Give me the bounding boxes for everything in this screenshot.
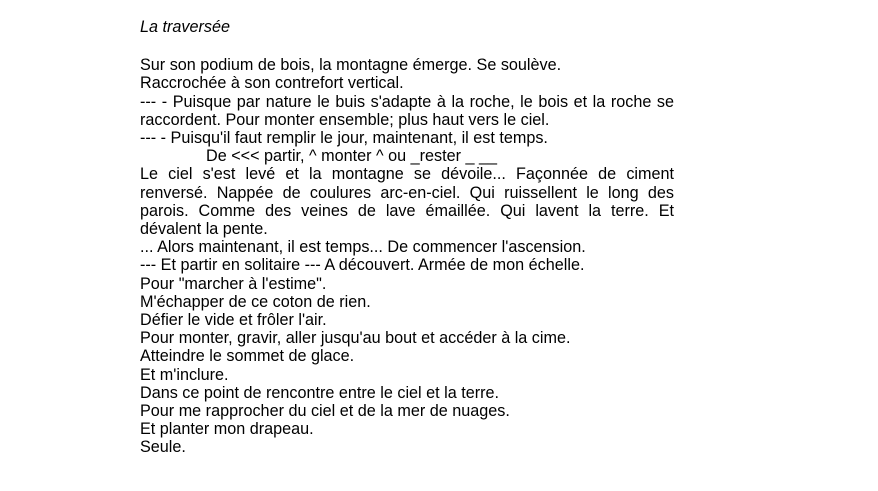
poem-line: Dans ce point de rencontre entre le ciel et la terre. bbox=[140, 383, 500, 402]
poem-line: Raccrochée à son contrefort vertical. bbox=[140, 74, 404, 93]
poem-line: Seule. bbox=[140, 438, 186, 457]
poem-line: Pour "marcher à l'estime". bbox=[140, 274, 327, 293]
poem-line: --- - Puisqu'il faut remplir le jour, maintenant, il est temps. bbox=[140, 129, 548, 147]
poem-paragraph: --- - Puisque par nature le buis s'adapte à la roche, le bois et la roche se raccordent. Pour monter ensemble; plus haut vers le ciel. bbox=[140, 92, 674, 129]
poem-line: Atteindre le sommet de glace. bbox=[140, 347, 355, 366]
poem-page bbox=[140, 18, 674, 457]
poem-line: Pour me rapprocher du ciel et de la mer de nuages. bbox=[140, 402, 510, 421]
poem-line: ... Alors maintenant, il est temps... De commencer l'ascension. bbox=[140, 238, 586, 257]
poem-line: Et planter mon drapeau. bbox=[140, 420, 314, 439]
poem-line-indented: De <<< partir, ^ monter ^ ou _rester _ __ bbox=[206, 147, 497, 166]
poem-line: Sur son podium de bois, la montagne émerge. Se soulève. bbox=[140, 56, 562, 75]
poem-line: Et m'inclure. bbox=[140, 365, 229, 384]
poem-line: Pour monter, gravir, aller jusqu'au bout et accéder à la cime. bbox=[140, 329, 571, 348]
poem-title: La traversée bbox=[140, 18, 230, 36]
poem-line: Défier le vide et frôler l'air. bbox=[140, 311, 327, 330]
poem-line: --- Et partir en solitaire --- A découvert. Armée de mon échelle. bbox=[140, 256, 585, 275]
poem-paragraph: Le ciel s'est levé et la montagne se dévoile... Façonnée de ciment renversé. Nappée de coulures arc-en-ciel. Qui ruissellent le long des parois. Comme des veines de lave émaillée. Qui lavent la terre. Et dévalent la pente. bbox=[140, 165, 674, 239]
poem-line: M'échapper de ce coton de rien. bbox=[140, 292, 371, 311]
